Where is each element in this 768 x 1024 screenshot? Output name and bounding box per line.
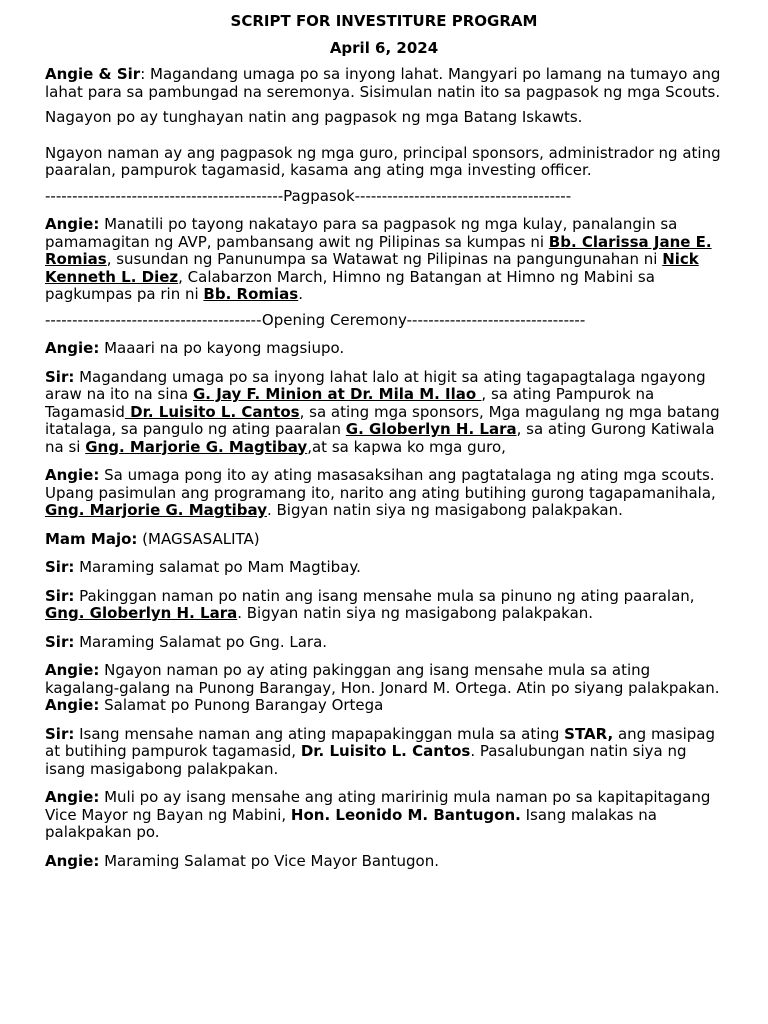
paragraph-investiture: Angie: Sa umaga pong ito ay ating masasaksihan ang pagtatalaga ng ating mga scouts. Upang pasimulan ang programang ito, narito ang ating butihing gurong tagapamanihala, Gng. Marjorie G. Magtibay. Bigyan natin siya ng masigabong palakpakan. [45, 466, 716, 519]
speaker-label: Angie: [45, 788, 100, 806]
speaker-label: Sir: [45, 724, 75, 743]
person-name: Gng. Globerlyn H. Lara [45, 604, 238, 622]
person-name: G. Jay F. Minion at Dr. Mila M. Ilao [192, 385, 482, 403]
paragraph-thanks-ortega: Angie: Salamat po Punong Barangay Ortega [45, 696, 384, 714]
speaker-label: Angie: [45, 339, 100, 357]
person-name: Bb. Clarissa Jane E. Romias [45, 232, 712, 268]
speaker-label: Sir: [45, 367, 75, 386]
speaker-label: Sir: [45, 586, 75, 605]
document-title: SCRIPT FOR INVESTITURE PROGRAM [230, 12, 538, 30]
person-name: Gng. Marjorie G. Magtibay [45, 501, 267, 519]
speaker-label: Angie: [45, 215, 100, 233]
section-separator-opening: ----------------------------------------Opening Ceremony--------------------------------- [45, 311, 586, 329]
paragraph-thanks-lara: Sir: Maraming Salamat po Gng. Lara. [45, 632, 328, 651]
section-separator-pagpasok: --------------------------------------------Pagpasok---------------------------------------- [45, 187, 572, 205]
paragraph-scouts-entry: Nagayon po ay tunghayan natin ang pagpasok ng mga Batang Iskawts. [45, 108, 583, 126]
speaker-label: Mam Majo: [45, 529, 138, 548]
person-name: Bb. Romias [203, 285, 299, 303]
speaker-label: Angie & Sir [45, 65, 141, 83]
speaker-label: Angie: [45, 851, 100, 870]
paragraph-colors: Angie: Manatili po tayong nakatayo para sa pagpasok ng mga kulay, panalangin sa pamamagitan ng AVP, pambansang awit ng Pilipinas sa kumpas ni Bb. Clarissa Jane E. Romias, susundan ng Panunumpa sa Watawat ng Pilipinas na pangungunahan ni Nick Kenneth L. Diez, Calabarzon March, Himno ng Batangan at Himno ng Mabini sa pagkumpas pa rin ni Bb. Romias. [45, 215, 712, 303]
paragraph-mam-majo: Mam Majo: (MAGSASALITA) [45, 529, 260, 548]
speaker-label: Angie: [45, 696, 100, 714]
person-name: Dr. Luisito L. Cantos [124, 402, 300, 421]
paragraph-greeting: Sir: Magandang umaga po sa inyong lahat lalo at higit sa ating tagapagtalaga ngayong araw na ito na sina G. Jay F. Minion at Dr. Mila M. Ilao , sa ating Pampurok na Tagamasid Dr. Luisito L. Cantos, sa ating mga sponsors, Mga magulang ng mga batang itatalaga, sa pangulo ng ating paaralan G. Globerlyn H. Lara, sa ating Gurong Katiwala na si Gng. Marjorie G. Magtibay,at sa kapwa ko mga guro, [45, 367, 720, 456]
speaker-label: Sir: [45, 632, 75, 651]
paragraph-opening [45, 66, 723, 101]
person-name: G. Globerlyn H. Lara [345, 420, 517, 438]
paragraph-thanks-magtibay: Sir: Maraming salamat po Mam Magtibay. [45, 558, 361, 576]
paragraph-message-bantugon: Angie: Muli po ay isang mensahe ang ating maririnig mula naman po sa kapitapitagang Vice Mayor ng Bayan ng Mabini, Hon. Leonido M. Bantugon. Isang malakas na palakpakan po. [45, 788, 711, 841]
paragraph-message-lara: Sir: Pakinggan naman po natin ang isang mensahe mula sa pinuno ng ating paaralan, Gng. Globerlyn H. Lara. Bigyan natin siya ng masigabong palakpakan. [45, 586, 695, 622]
document-date: April 6, 2024 [329, 39, 439, 57]
speaker-label: Angie: [45, 466, 100, 484]
paragraph-message-cantos: Sir: Isang mensahe naman ang ating mapapakinggan mula sa ating STAR, ang masipag at butihing pampurok tagamasid, Dr. Luisito L. Cantos. Pasalubungan natin siya ng isang masigabong palakpakan. [45, 724, 715, 778]
speaker-label: Angie: [45, 661, 100, 679]
person-name: Nick Kenneth L. Diez [45, 250, 699, 286]
paragraph-text: : Magandang umaga po sa inyong lahat. Mangyari po lamang na tumayo ang lahat para sa pambungad na seremonya. Sisimulan natin ito sa pagpasok ng mga Scouts. [45, 65, 721, 101]
speaker-label: Sir: [45, 558, 75, 576]
paragraph-be-seated: Angie: Maaari na po kayong magsiupo. [45, 339, 345, 357]
paragraph-teachers-entry: Ngayon naman ay ang pagpasok ng mga guro, principal sponsors, administrador ng ating paaralan, pampurok tagamasid, kasama ang ating mga investing officer. [45, 143, 721, 179]
person-name: Hon. Leonido M. Bantugon. [290, 805, 521, 824]
paragraph-thanks-bantugon: Angie: Maraming Salamat po Vice Mayor Bantugon. [45, 851, 439, 870]
paragraph-message-ortega: Angie: Ngayon naman po ay ating pakinggan ang isang mensahe mula sa ating kagalang-galang na Punong Barangay, Hon. Jonard M. Ortega. Atin po siyang palakpakan. [45, 661, 720, 697]
person-name: Gng. Marjorie G. Magtibay [85, 437, 308, 456]
person-name: Dr. Luisito L. Cantos [300, 742, 471, 760]
